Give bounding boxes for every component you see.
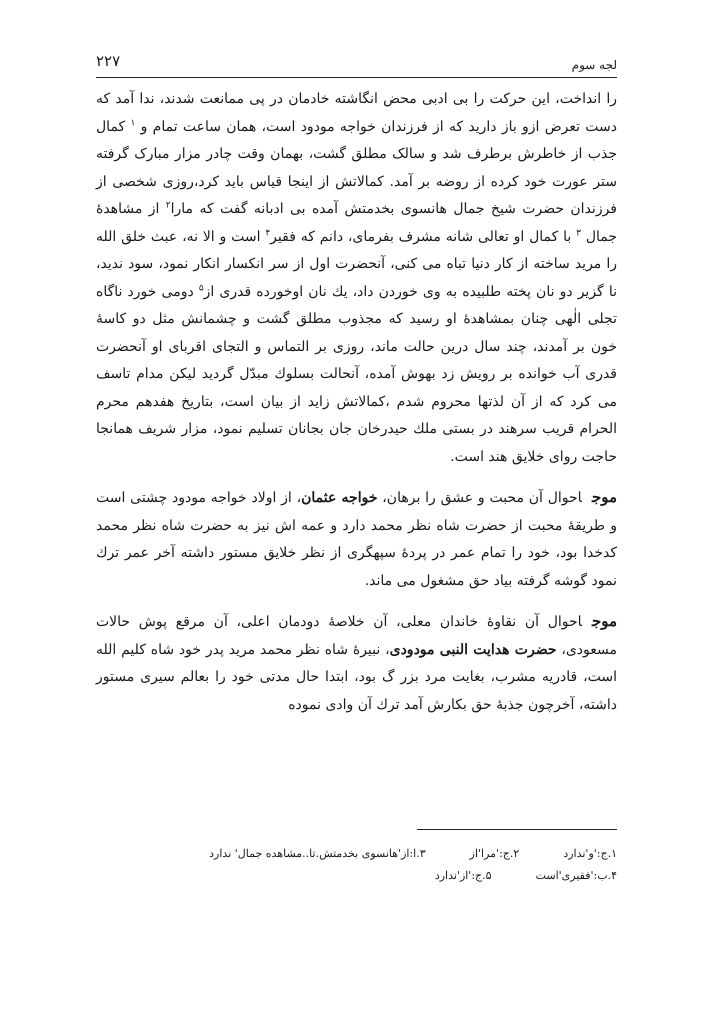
text-segment: ، از اولاد خواجه مودود چشتی است و طریقهٔ محبت از حضرت شاه نظر محمد دارد و عمه اش نیز به حضرت شاه نظر محمد کدخدا بود، خود را تمام عمر در پردهٔ سپهگری از نظر خلایق مستور داشته آخر عمر ترك نمود گوشه گرفته بیاد حق مشغول می ماند. <box>96 490 617 589</box>
paragraph-lead-word: موج <box>591 612 617 630</box>
footnote: ۴.ب:'فقیری'است <box>535 869 617 882</box>
paragraph <box>96 484 617 595</box>
footnote-marker: ۴ <box>265 227 271 238</box>
text-segment: با کمال او تعالی شانه مشرف بفرمای، دانم که فقیر <box>270 228 577 245</box>
footnote: ۱.ج:'و'ندارد <box>563 847 617 860</box>
page-number: ۲۲۷ <box>96 52 121 70</box>
text-segment: ، نبیرهٔ شاه نظر محمد مرید پدر خود شاه کلیم الله است، قادریه مشرب، بغایت مرد بزر گ بود، ابتدا حال مدتی خود را بعالم سیری مستور داشته، آخرچون جذبهٔ حق بکارش آمد ترك آن وادی نموده <box>96 641 617 713</box>
footnote-marker: ۳ <box>576 227 581 238</box>
text-segment: است و الا نه، عبث خلق الله را مرید ساخته از کار دنیا تباه می کنی، آنحضرت اول از سر انکسار انکار نمود، سود ندید، نا گزیر دو نان پخته طلبیده به وی خوردن داد، یك نان اوخورده قدری از <box>96 228 617 300</box>
text-segment: از مشاهدهٔ جمال <box>96 201 617 245</box>
footnote-divider <box>417 829 617 830</box>
text-segment: دومی خورد ناگاه تجلی الٰهی چنان بمشاهدهٔ او رسید که مجذوب مطلق گشت و چشمانش مثل دو کاسهٔ خون بر آمدند، چند سال درین حالت ماند، روزی بر التماس و التجای اقربای او آنحضرت قدری آب خوانده بر رویش زد بهوش آمده، آنحالت بسلوك مبدّل گردید لیکن مدام تاسف می کرد که از آن لذتها محروم شدم ،کمالاتش زاید از بیان است، بتاریخ هفدهم محرم الحرام قریب سرهند در بستی ملك حیدرخان جان بجانان تسلیم نمود، مزار شریف همانجا حاجت روای خلایق هند است. <box>96 283 617 465</box>
text-segment: کمال جذب از خاطرش برطرف شد و سالک مطلق گشت، بهمان وقت چادر مزار مبارک گرفته ستر عورت خود کرده از روضه بر آمد. کمالاتش از اینجا قیاس باید کرد،روزی شخصی از فرزندان حضرت شیخ جمال هانسوی بخدمتش آمده بی ادبانه گفت که مارا <box>96 118 617 217</box>
paragraph <box>96 608 617 719</box>
paragraph <box>96 86 617 471</box>
footnotes <box>96 843 617 887</box>
footnote-marker: ۲ <box>165 200 171 211</box>
footnote-row <box>96 865 617 887</box>
footnote-marker: ۱ <box>130 117 136 128</box>
chapter-title: لجه سوم <box>571 58 617 72</box>
text-segment: را انداخت، این حرکت را بی ادبی محض انگاشته خادمان در پی ممانعت شدند، ندا آمد که دست تعرض ازو باز دارید که از فرزندان خواجه مودود است، همان ساعت تمام و <box>96 91 617 135</box>
highlighted-name: حضرت هدایت النبی مودودی <box>389 641 557 658</box>
highlighted-name: خواجه عثمان <box>301 490 378 506</box>
body-text <box>96 86 617 719</box>
header-divider <box>96 77 617 78</box>
footnote: ۵.ج:'از'ندارد <box>434 869 492 882</box>
footnote: ۳.ا:از'هانسوی بخدمتش.تا..مشاهده جمال' ندارد <box>209 847 426 860</box>
footnote: ۲.ج:'مرا'از <box>469 847 520 860</box>
paragraph-lead-word: موج <box>591 488 617 506</box>
text-segment: احوال آن محبت و عشق را برهان، <box>377 490 582 506</box>
footnote-marker: ۵ <box>198 282 204 293</box>
text-segment: احوال آن نقاوهٔ خاندان معلی، آن خلاصهٔ دودمان اعلی، آن مرقع پوش حالات مسعودی، <box>96 614 618 658</box>
footnote-row <box>96 843 617 865</box>
